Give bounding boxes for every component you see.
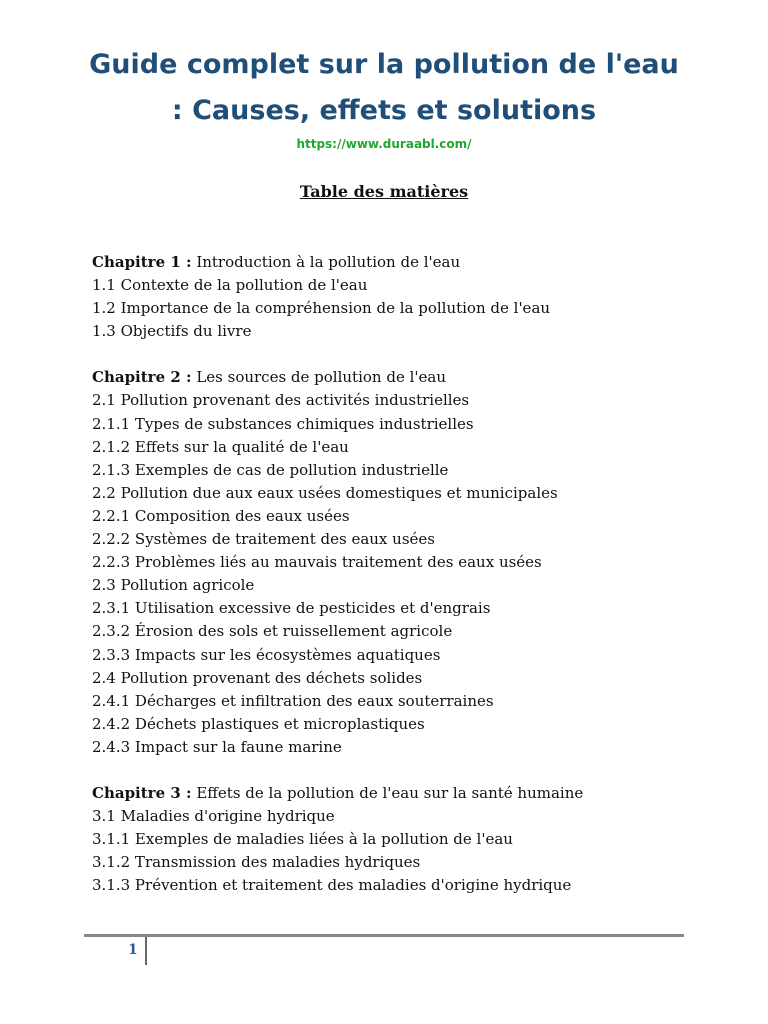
- toc-entry: 2.4.1 Décharges et infiltration des eaux souterraines: [92, 691, 494, 710]
- chapter-title: Introduction à la pollution de l'eau: [191, 253, 461, 271]
- toc-entry: 1.1 Contexte de la pollution de l'eau: [92, 276, 368, 295]
- chapter-heading: [92, 251, 712, 274]
- chapter-2: [92, 366, 712, 759]
- chapter-3: [92, 782, 712, 897]
- chapter-1: [92, 251, 712, 343]
- page-number: 1: [128, 942, 138, 958]
- document-title-line-1: Guide complet sur la pollution de l'eau: [89, 49, 679, 80]
- chapter-label: Chapitre 3 :: [92, 783, 192, 802]
- toc-entry: 3.1.2 Transmission des maladies hydriques: [92, 853, 421, 872]
- chapter-label: Chapitre 2 :: [92, 368, 192, 387]
- toc-entry: 2.2.2 Systèmes de traitement des eaux usées: [92, 530, 435, 549]
- chapter-title: Les sources de pollution de l'eau: [191, 368, 446, 387]
- toc-entry: 2.2 Pollution due aux eaux usées domestiques et municipales: [92, 483, 558, 502]
- document-title-line-2: : Causes, effets et solutions: [171, 95, 597, 126]
- toc-entry: 2.2.1 Composition des eaux usées: [92, 506, 350, 525]
- toc-entry: 2.3.3 Impacts sur les écosystèmes aquatiques: [92, 645, 441, 664]
- toc-entry: 1.3 Objectifs du livre: [92, 322, 252, 341]
- toc-heading: Table des matières: [299, 182, 469, 201]
- toc-entry: 3.1 Maladies d'origine hydrique: [92, 807, 335, 826]
- toc-entry: 2.4.3 Impact sur la faune marine: [92, 737, 342, 756]
- toc-entry: 2.3.2 Érosion des sols et ruissellement agricole: [92, 622, 453, 641]
- chapter-heading: [92, 782, 712, 805]
- toc-entry: 3.1.1 Exemples de maladies liées à la pollution de l'eau: [92, 830, 513, 849]
- toc-entry: 2.1 Pollution provenant des activités industrielles: [92, 391, 470, 410]
- toc-entry: 2.4 Pollution provenant des déchets solides: [92, 668, 423, 687]
- source-url[interactable]: https://www.duraabl.com/: [296, 137, 472, 151]
- chapter-label: Chapitre 1 :: [92, 253, 192, 271]
- toc-entry: 2.3.1 Utilisation excessive de pesticides et d'engrais: [92, 599, 491, 618]
- footer-divider: [84, 934, 684, 937]
- toc-entry: 2.1.1 Types de substances chimiques industrielles: [92, 414, 474, 433]
- toc-entry: 1.2 Importance de la compréhension de la pollution de l'eau: [92, 299, 551, 318]
- chapter-title: Effets de la pollution de l'eau sur la santé humaine: [191, 783, 584, 802]
- toc-entry: 2.1.3 Exemples de cas de pollution industrielle: [92, 460, 449, 479]
- chapter-heading: [92, 366, 712, 389]
- table-of-contents: [92, 251, 712, 897]
- toc-entry: 2.1.2 Effets sur la qualité de l'eau: [92, 437, 349, 456]
- toc-entry: 2.2.3 Problèmes liés au mauvais traitement des eaux usées: [92, 553, 542, 572]
- footer-vertical-divider: [145, 937, 147, 965]
- toc-entry: 2.4.2 Déchets plastiques et microplastiques: [92, 714, 425, 733]
- toc-entry: 2.3 Pollution agricole: [92, 576, 255, 595]
- toc-entry: 3.1.3 Prévention et traitement des maladies d'origine hydrique: [92, 876, 572, 895]
